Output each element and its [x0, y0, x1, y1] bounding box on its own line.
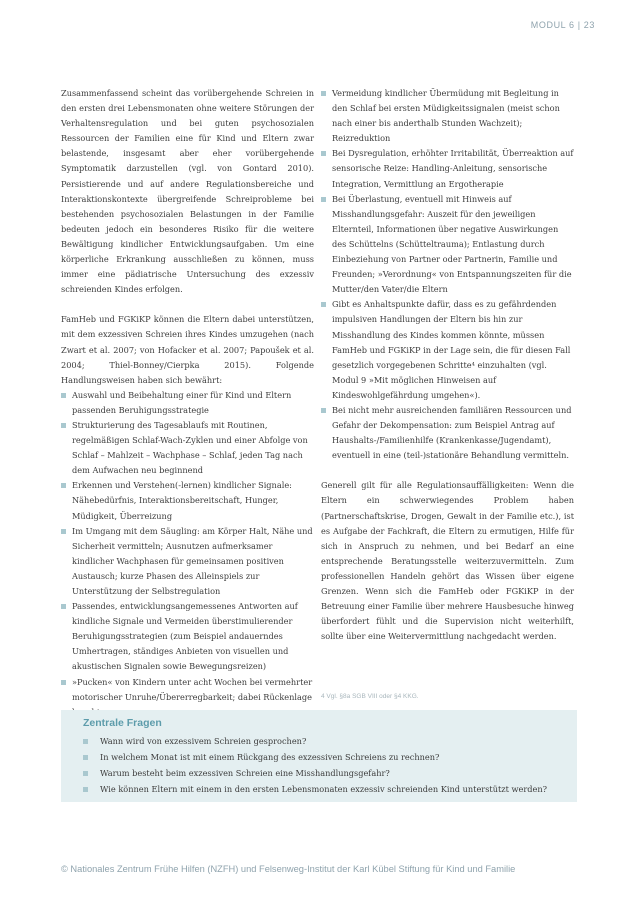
key-questions-box: [61, 710, 577, 802]
list-item: Im Umgang mit dem Säugling: am Körper Halt, Nähe und Sicherheit vermitteln; Ausnutzen aufmerksamer kindlicher Wachphasen für gemeinsamen positiven Austausch; kurze Phasen des Alleinspiels zur Unterstützung der Selbstregulation: [61, 524, 314, 599]
module-page-label: MODUL 6 | 23: [530, 20, 595, 30]
general-paragraph: Generell gilt für alle Regulationsauffälligkeiten: Wenn die Eltern ein schwerwiegendes Problem haben (Partnerschaftskrise, Drogen, Gewalt in der Familie etc.), ist es Aufgabe der Fachkraft, die Eltern zu ermutigen, Hilfe für sich in Anspruch zu nehmen, und bei Bedarf an eine entsprechende Beratungsstelle weiterzuvermitteln. Zum professionellen Handeln gehört das Wissen über eigene Grenzen. Wenn sich die FamHeb oder FGKiKP in der Betreuung einer Familie über mehrere Hausbesuche hinweg überfordert fühlt und die Supervision nicht weiterhilft, sollte über eine Weitervermittlung nachgedacht werden.: [321, 480, 574, 642]
summary-paragraph: Zusammenfassend scheint das vorübergehende Schreien in den ersten drei Lebensmonaten ohne weitere Störungen der Verhaltensregulation und bei guten psychosozialen Ressourcen der Familien eine für Kind und Eltern zwar belastende, insgesamt aber eher vorübergehende Symptomatik darzustellen (vgl. von Gontard 2010). Persistierende und auf andere Regulationsbereiche und Interaktionskontexte übergreifende Schreiprobleme bei bestehenden psychosozialen Belastungen in der Familie bedeuten jedoch ein besonderes Risiko für die weitere Bewältigung kindlicher Entwicklungsaufgaben. Um eine körperliche Erkrankung ausschließen zu können, muss immer eine pädiatrische Untersuchung des exzessiv schreienden Kindes erfolgen.: [61, 88, 314, 295]
list-item: Warum besteht beim exzessiven Schreien eine Misshandlungsgefahr?: [83, 765, 547, 781]
square-bullet-icon: [83, 787, 88, 792]
list-item: In welchem Monat ist mit einem Rückgang des exzessiven Schreiens zu rechnen?: [83, 749, 547, 765]
square-bullet-icon: [321, 197, 326, 202]
list-item: Vermeidung kindlicher Übermüdung mit Begleitung in den Schlaf bei ersten Müdigkeitssignalen (meist schon nach einer bis anderthalb Stunden Wachzeit); Reizreduktion: [321, 86, 574, 146]
strategies-list: [61, 388, 314, 720]
copyright-footer: © Nationales Zentrum Frühe Hilfen (NZFH) und Felsenweg-Institut der Karl Kübel Stiftung für Kind und Familie: [61, 864, 516, 874]
square-bullet-icon: [61, 423, 66, 428]
square-bullet-icon: [321, 91, 326, 96]
left-column: [61, 86, 314, 720]
list-item: »Pucken« von Kindern unter acht Wochen bei vermehrter motorischer Unruhe/Übererregbarkeit; dabei Rückenlage: [61, 675, 314, 720]
square-bullet-icon: [321, 151, 326, 156]
list-item: Wann wird von exzessivem Schreien gesprochen?: [83, 733, 547, 749]
square-bullet-icon: [321, 302, 326, 307]
square-bullet-icon: [61, 529, 66, 534]
square-bullet-icon: [83, 739, 88, 744]
square-bullet-icon: [321, 408, 326, 413]
footnote: 4 Vgl. §8a SGB VIII oder §4 KKG.: [321, 693, 419, 700]
list-item: Strukturierung des Tagesablaufs mit Routinen, regelmäßigen Schlaf-Wach-Zyklen und einer Abfolge von Schlaf – Mahlzeit – Wachphase – Schlaf, jeden Tag nach dem Aufwachen neu beginnend: [61, 418, 314, 478]
strategies-list-continued: [321, 86, 574, 463]
key-questions-list: [83, 733, 547, 797]
right-column: [321, 86, 574, 659]
square-bullet-icon: [83, 755, 88, 760]
square-bullet-icon: [61, 393, 66, 398]
square-bullet-icon: [83, 771, 88, 776]
list-item: Bei nicht mehr ausreichenden familiären Ressourcen und Gefahr der Dekompensation: zum Beispiel Antrag auf Haushalts-/Familienhilfe (Krankenkasse/Jugendamt), eventuell in eine (teil-)stationäre Behandlung vermitteln.: [321, 403, 574, 463]
list-item: Bei Dysregulation, erhöhter Irritabilität, Überreaktion auf sensorische Reize: Handling-Anleitung, sensorische Integration, Vermittlung an Ergotherapie: [321, 146, 574, 191]
list-item: Passendes, entwicklungsangemessenes Antworten auf kindliche Signale und Vermeiden überstimulierender Beruhigungsstrategien (zum Beispiel andauerndes Umhertragen, ständiges Anbieten von visuellen und akustischen Signalen sowie Bewegungsreizen): [61, 599, 314, 674]
square-bullet-icon: [61, 604, 66, 609]
square-bullet-icon: [61, 483, 66, 488]
list-item: Erkennen und Verstehen(-lernen) kindlicher Signale: Nähebedürfnis, Interaktionsbereitschaft, Hunger, Müdigkeit, Überreizung: [61, 478, 314, 523]
support-intro-paragraph: FamHeb und FGKiKP können die Eltern dabei unterstützen, mit dem exzessiven Schreien ihres Kindes umzugehen (nach Zwart et al. 2007; von Hofacker et al. 2007; Papoušek et al. 2004; Thiel-Bonney/Cierpka 2015). Folgende Handlungsweisen haben sich bewährt:: [61, 314, 314, 385]
square-bullet-icon: [61, 680, 66, 685]
list-item: Wie können Eltern mit einem in den ersten Lebensmonaten exzessiv schreienden Kind unterstützt werden?: [83, 781, 547, 797]
list-item: Gibt es Anhaltspunkte dafür, dass es zu gefährdenden impulsiven Handlungen der Eltern bis hin zur Misshandlung des Kindes kommen könnte, müssen FamHeb und FGKiKP in der Lage sein, die für diesen Fall gesetzlich vorgegebenen Schritte⁴ einzuhalten (vgl. Modul 9 »Mit möglichen Hinweisen auf Kindeswohlgefährdung umgehen«).: [321, 297, 574, 403]
list-item: Auswahl und Beibehaltung einer für Kind und Eltern passenden Beruhigungsstrategie: [61, 388, 314, 418]
list-item: Bei Überlastung, eventuell mit Hinweis auf Misshandlungsgefahr: Auszeit für den jeweiligen Elternteil, Informationen über negative Auswirkungen des Schüttelns (Schütteltrauma); Entlastung durch Einbeziehung von Partner oder Partnerin, Familie und Freunden; »Verordnung« von Entspannungszeiten für die Mutter/den Vater/die Eltern: [321, 192, 574, 298]
key-questions-title: Zentrale Fragen: [83, 717, 162, 729]
